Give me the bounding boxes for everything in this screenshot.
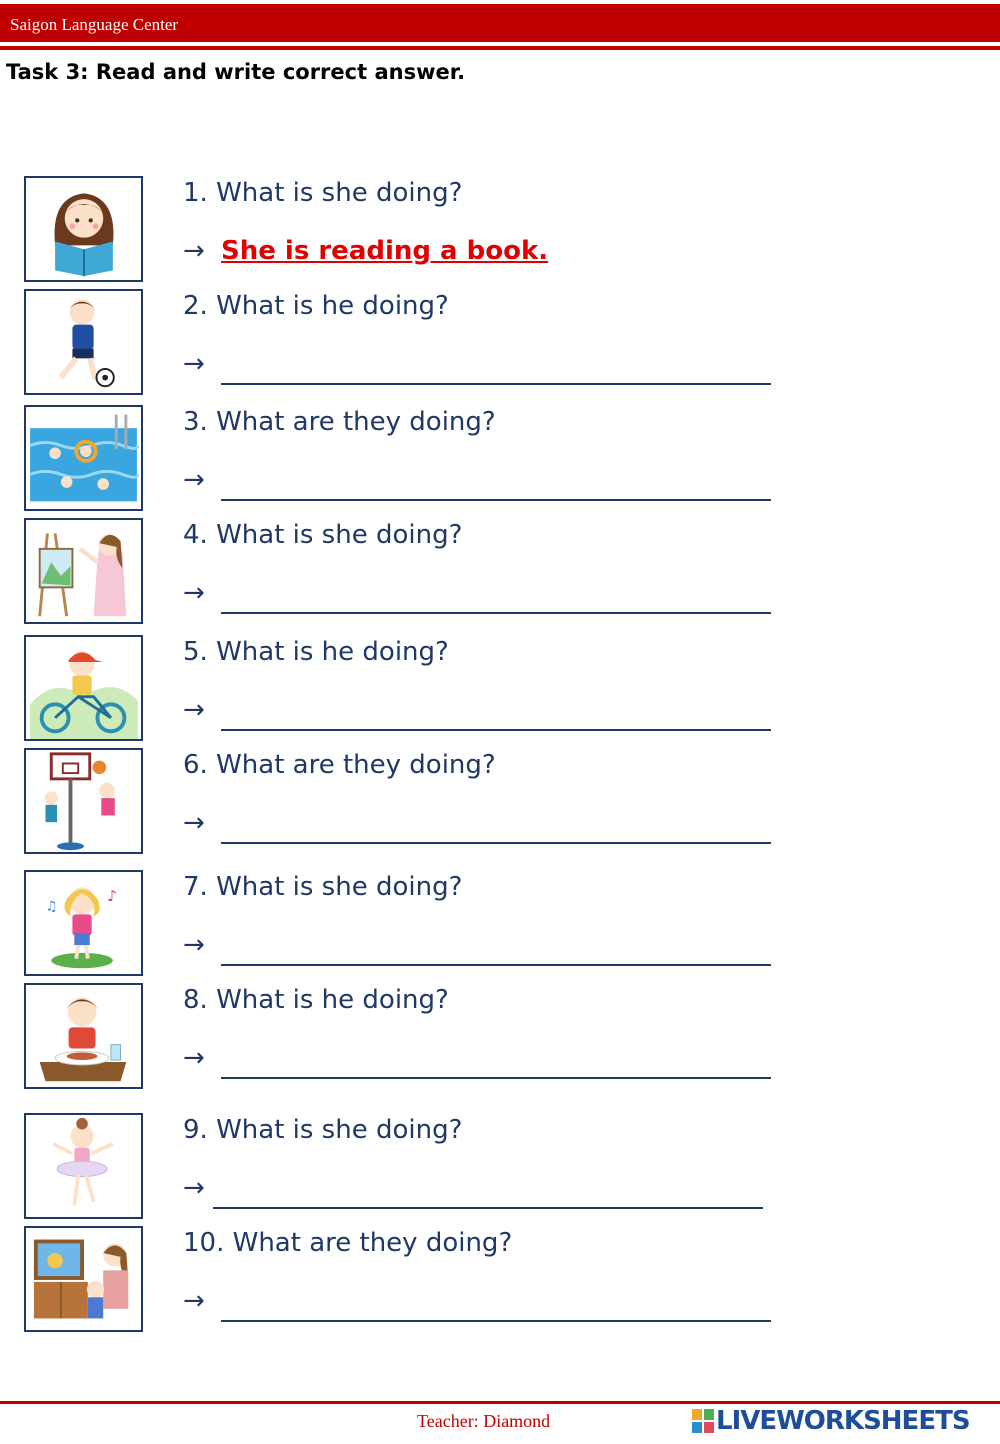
girl-singing-picture [24, 870, 143, 976]
family-watching-tv-picture [24, 1226, 143, 1332]
question-text: 1. What is she doing? [183, 178, 463, 208]
liveworksheets-logo[interactable] [692, 1406, 992, 1436]
arrow-icon: → [183, 578, 205, 608]
answer-blank[interactable] [221, 612, 771, 614]
arrow-icon: → [183, 808, 205, 838]
question-item-2 [0, 289, 1000, 399]
answer-blank[interactable] [221, 1320, 771, 1322]
question-item-4 [0, 518, 1000, 628]
answer-row [183, 463, 783, 503]
question-item-8 [0, 983, 1000, 1093]
answer-blank[interactable] [213, 1207, 763, 1209]
arrow-icon: → [183, 465, 205, 495]
children-swimming-picture [24, 405, 143, 511]
footer-divider [0, 1401, 1000, 1404]
answer-blank[interactable] [221, 964, 771, 966]
question-item-9 [0, 1113, 1000, 1223]
answer-blank[interactable] [221, 842, 771, 844]
svg-text:♫: ♫ [45, 898, 58, 915]
answer-row [183, 347, 783, 387]
teacher-name: Teacher: Diamond [417, 1411, 551, 1431]
svg-text:♪: ♪ [107, 886, 117, 905]
question-item-7 [0, 870, 1000, 980]
woman-painting-picture [24, 518, 143, 624]
question-text: 5. What is he doing? [183, 637, 449, 667]
answer-blank[interactable] [221, 383, 771, 385]
header-divider [0, 46, 1000, 50]
question-item-5 [0, 635, 1000, 745]
question-text: 8. What is he doing? [183, 985, 449, 1015]
answer-row [183, 928, 783, 968]
question-item-10 [0, 1226, 1000, 1336]
question-text: 10. What are they doing? [183, 1228, 513, 1258]
boy-playing-football-picture [24, 289, 143, 395]
children-playing-basketball-picture [24, 748, 143, 854]
school-name: Saigon Language Center [10, 15, 179, 34]
arrow-icon: → [183, 695, 205, 725]
answer-text[interactable]: She is reading a book. [221, 236, 549, 266]
arrow-icon: → [183, 1173, 205, 1203]
question-text: 3. What are they doing? [183, 407, 496, 437]
arrow-icon: → [183, 236, 205, 266]
question-item-1 [0, 176, 1000, 286]
answer-row [183, 1041, 783, 1081]
arrow-icon: → [183, 1286, 205, 1316]
answer-row [183, 234, 783, 274]
question-text: 6. What are they doing? [183, 750, 496, 780]
question-text: 9. What is she doing? [183, 1115, 463, 1145]
answer-row [183, 693, 783, 733]
question-text: 2. What is he doing? [183, 291, 449, 321]
boy-eating-picture [24, 983, 143, 1089]
arrow-icon: → [183, 1043, 205, 1073]
answer-blank[interactable] [221, 1077, 771, 1079]
question-item-3 [0, 405, 1000, 515]
answer-row [183, 1284, 783, 1324]
girl-reading-book-picture [24, 176, 143, 282]
brand-name: LIVEWORKSHEETS [716, 1406, 970, 1436]
boy-riding-bike-picture [24, 635, 143, 741]
question-text: 4. What is she doing? [183, 520, 463, 550]
answer-row [183, 806, 783, 846]
arrow-icon: → [183, 930, 205, 960]
question-text: 7. What is she doing? [183, 872, 463, 902]
answer-row [183, 1171, 783, 1211]
answer-blank[interactable] [221, 499, 771, 501]
task-heading: Task 3: Read and write correct answer. [6, 60, 466, 84]
question-item-6 [0, 748, 1000, 858]
arrow-icon: → [183, 349, 205, 379]
header-bar [0, 4, 1000, 42]
girl-dancing-ballet-picture [24, 1113, 143, 1219]
liveworksheets-icon [692, 1409, 714, 1433]
answer-row [183, 576, 783, 616]
answer-blank[interactable] [221, 729, 771, 731]
